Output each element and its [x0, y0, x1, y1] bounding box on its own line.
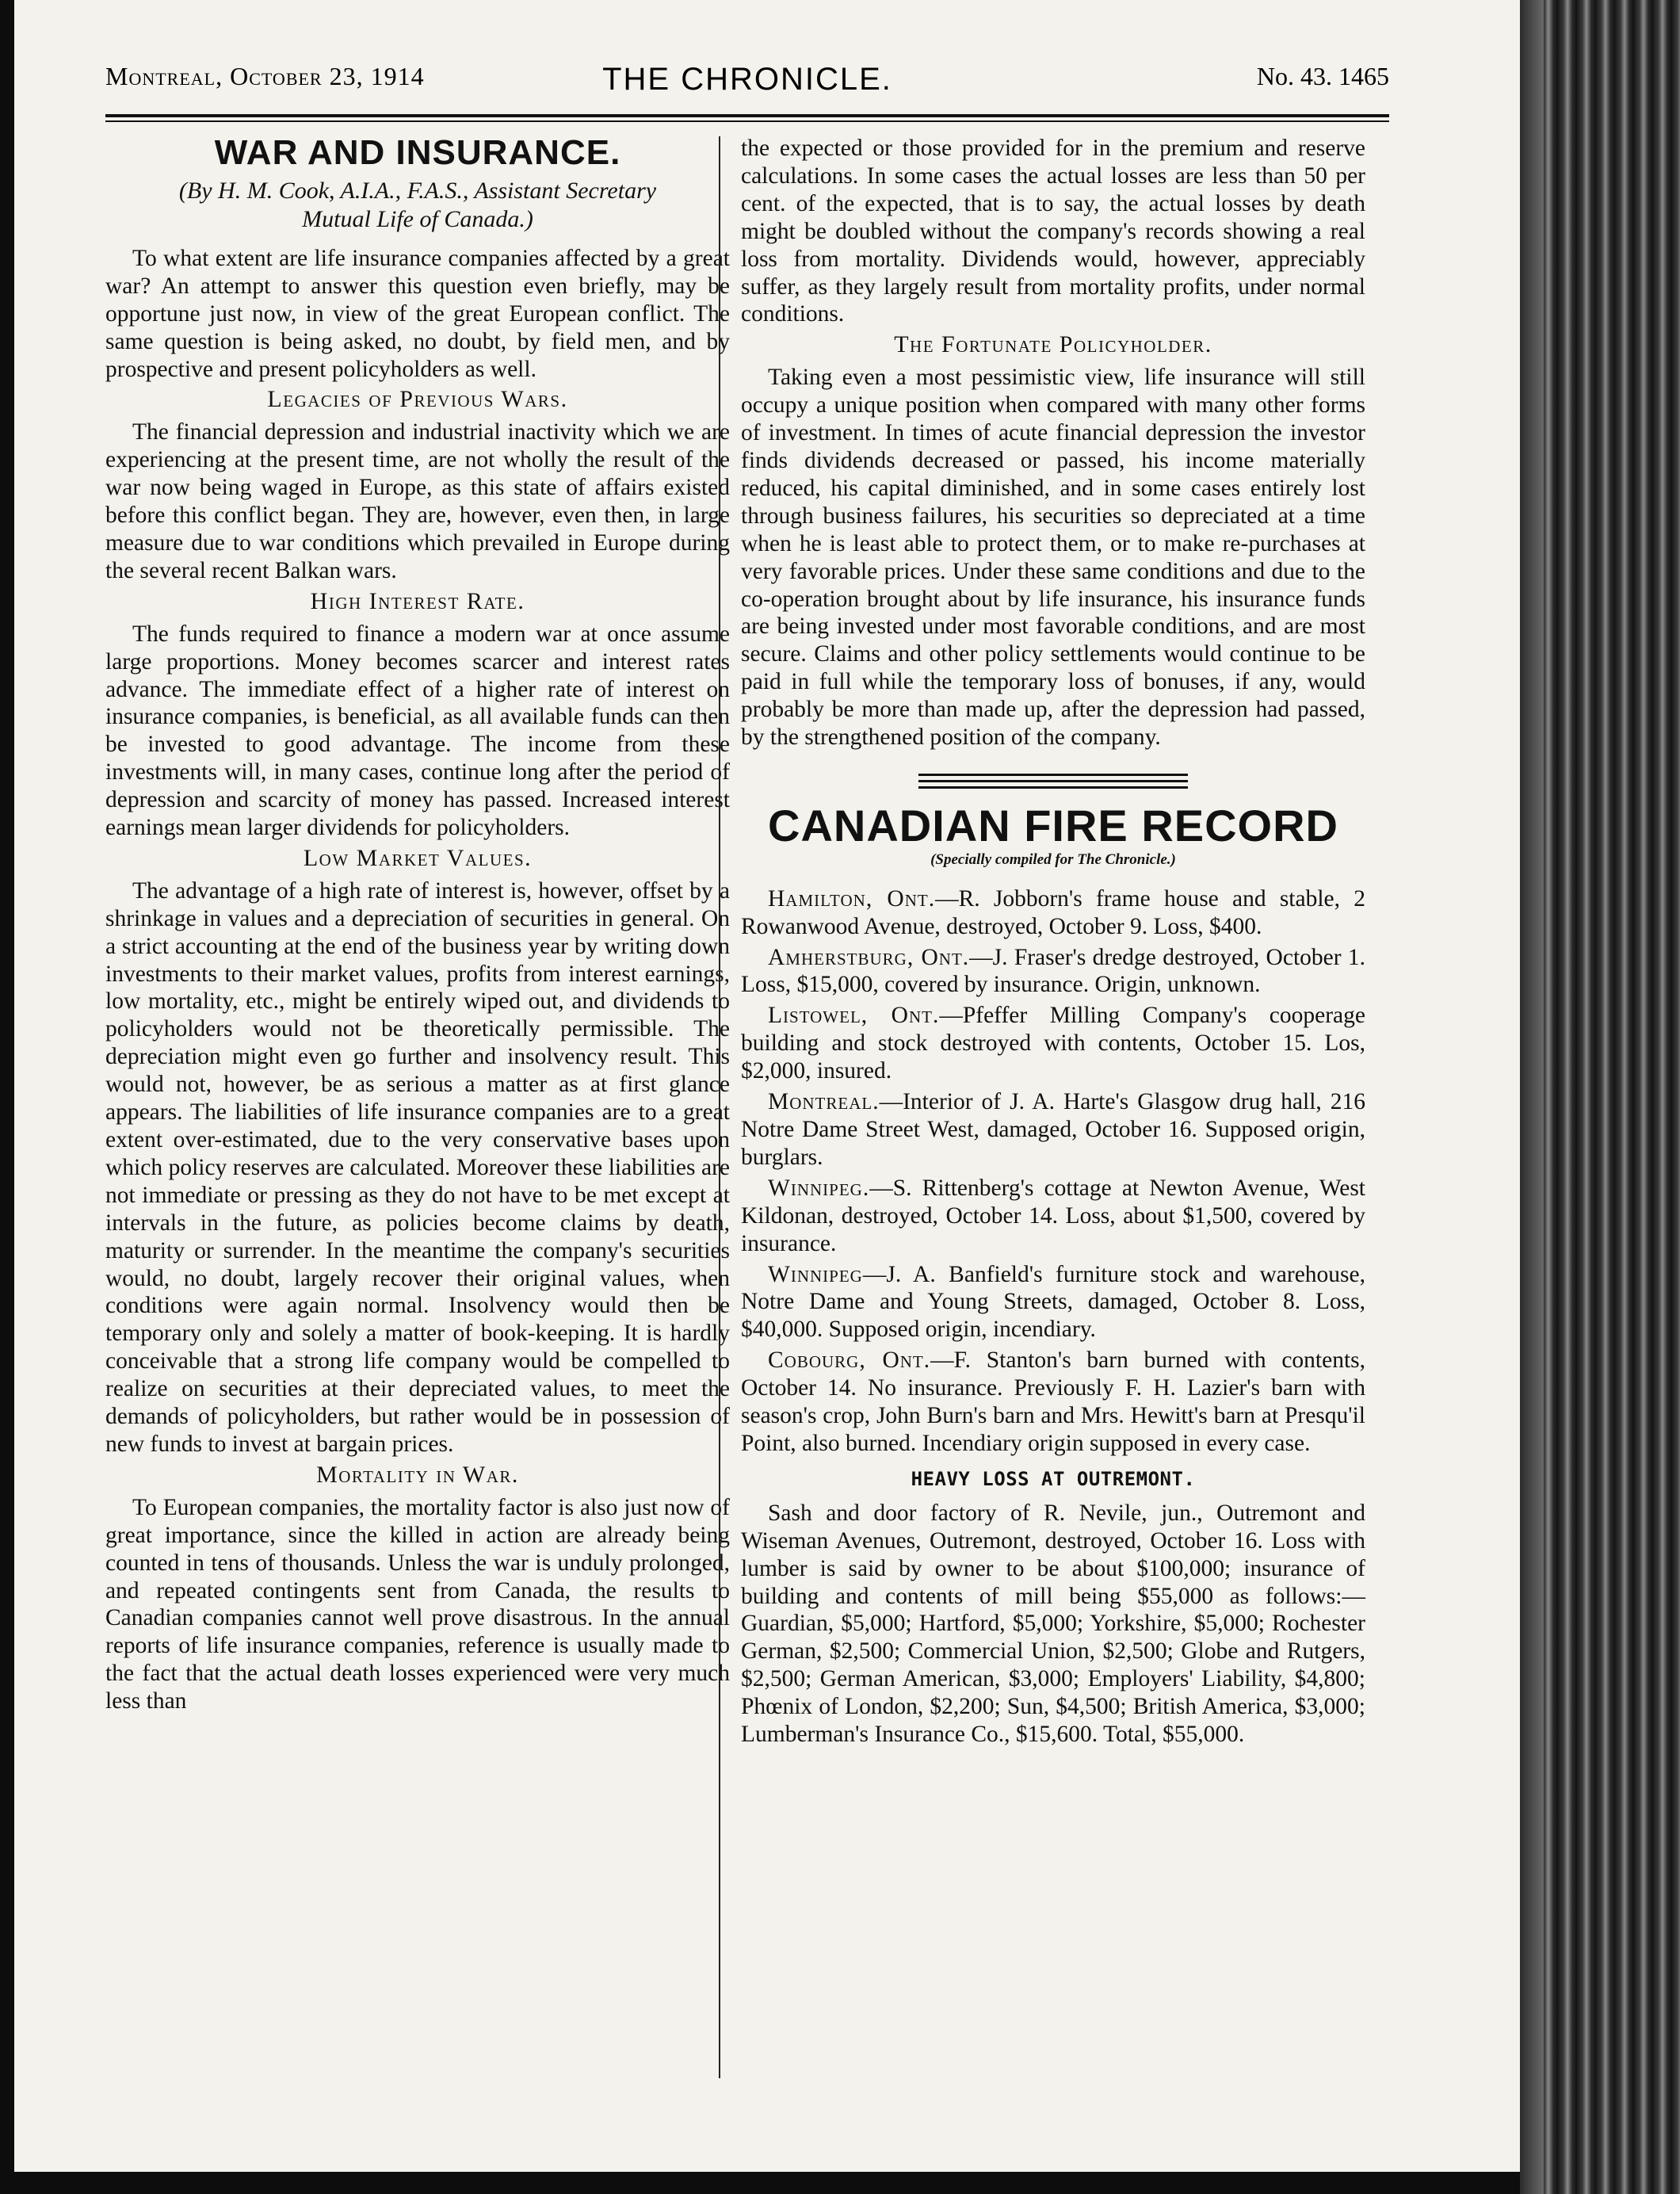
section-paragraph: To European companies, the mortality factor is also just now of great importance, since the killed in action are already being counted in tens of thousands. Unless the war is unduly prolonged, and repeated contingents sent from Canada, the results to Canadian companies cannot well prove disastrous. In the annual reports of life insurance companies, reference is usually made to the fact that the actual death losses experienced were very much less than [105, 1494, 730, 1714]
left-column [105, 135, 730, 1718]
fire-entry-place: Montreal. [768, 1089, 880, 1115]
section-heading: Mortality in War. [316, 1461, 519, 1488]
fire-entry-place: Winnipeg [768, 1261, 863, 1287]
heavy-loss-heading: HEAVY LOSS AT OUTREMONT. [911, 1467, 1196, 1490]
article-continuation: the expected or those provided for in the premium and reserve calculations. In some cases the actual losses are less than 50 per cent. of the expected, that is to say, the actual losses by death might be doubled without the company's records showing a real loss from mortality. Dividends would, however, appreciably suffer, as they largely result from mortality profits, under normal conditions. [741, 136, 1365, 327]
article-intro: To what extent are life insurance companies affected by a great war? An attempt to answer this question even briefly, may be opportune just now, in view of the great European conflict. The same question is being asked, no doubt, by field men, and by prospective and present policyholders as well. [105, 245, 730, 382]
fire-entry [741, 1347, 1365, 1458]
fire-entry-place: Winnipeg. [768, 1175, 870, 1201]
article-title: WAR AND INSURANCE. [214, 133, 621, 172]
header-rule-thin [105, 120, 1389, 122]
fire-entry [741, 885, 1365, 941]
fire-entry-text: —J. Fraser's dredge destroyed, October 1. Loss, $15,000, covered by insurance. Origin, unknown. [741, 944, 1365, 998]
fire-record-subtitle: (Specially compiled for The Chronicle.) [930, 850, 1176, 868]
fire-entry [741, 1002, 1365, 1085]
section-paragraph: The advantage of a high rate of interest is, however, offset by a shrinkage in values and a depreciation of securities in general. On a strict accounting at the end of the business year by writing down investments to their market values, profits from interest earnings, low mortality, etc., might be entirely wiped out, and dividends to policyholders would not be theoretically permissible. The depreciation might even go further and insolvency result. This would not, however, be as serious a matter as at first glance appears. The liabilities of life insurance companies are to a great extent over-estimated, due to the very conservative bases upon which policy reserves are calculated. Moreover these liabilities are not immediate or pressing as they do not have to be met except at intervals in the future, as policies become claims by death, maturity or surrender. In the meantime the company's securities would, no doubt, largely recover their original values, when conditions were again normal. Insolvency would then be temporary only and solely a matter of book-keeping. It is hardly conceivable that a strong life company would be compelled to realize on securities at their depreciated values, to meet the demands of policyholders, but rather would be in possession of new funds to invest at bargain prices. [105, 877, 730, 1457]
heavy-loss-paragraph: Sash and door factory of R. Nevile, jun., Outremont and Wiseman Avenues, Outremont, destroyed, October 16. Loss with lumber is said by owner to be about $100,000; insurance of building and contents of mill being $55,000 as follows:—Guardian, $5,000; Hartford, $5,000; Yorkshire, $5,000; Rochester German, $2,500; Commercial Union, $2,500; Globe and Rutgers, $2,500; German American, $3,000; Employers' Liability, $4,800; Phœnix of London, $2,200; Sun, $4,500; British America, $3,000; Lumberman's Insurance Co., $15,600. Total, $55,000. [741, 1500, 1365, 1748]
fire-entry-place: Cobourg, Ont. [768, 1347, 931, 1374]
fire-entry-text: —Pfeffer Milling Company's cooperage building and stock destroyed with contents, October 15. Los, $2,000, insured. [741, 1003, 1365, 1084]
section-heading: Low Market Values. [303, 844, 533, 871]
section-paragraph: The financial depression and industrial inactivity which we are experiencing at the present time, are not wholly the result of the war now being waged in Europe, as this state of affairs existed before this conflict began. They are, however, even then, in large measure due to war conditions which prevailed in Europe during the several recent Balkan wars. [105, 419, 730, 583]
fire-entry [741, 1088, 1365, 1172]
section-separator [918, 774, 1188, 789]
section-heading: The Fortunate Policyholder. [894, 331, 1212, 358]
header-masthead: THE CHRONICLE. [602, 62, 892, 97]
column-divider [719, 136, 720, 2078]
fire-entry-text: —F. Stanton's barn burned with contents, October 14. No insurance. Previously F. H. Lazier's barn with season's crop, John Burn's barn and Mrs. Hewitt's barn at Presqu'il Point, also burned. Incendiary origin supposed in every case. [741, 1347, 1366, 1456]
section-heading: Legacies of Previous Wars. [267, 386, 568, 413]
fire-entry-place: Hamilton, Ont. [768, 885, 936, 912]
byline-line-1: (By H. M. Cook, A.I.A., F.A.S., Assistant Secretary [178, 177, 657, 204]
section-paragraph: The funds required to finance a modern war at once assume large proportions. Money becomes scarcer and interest rates advance. The immediate effect of a higher rate of interest on insurance companies, is beneficial, as all available funds can then be invested to good advantage. The income from these investments will, in many cases, continue long after the period of depression and scarcity of money has passed. Increased interest earnings mean larger dividends for policyholders. [105, 621, 730, 841]
fire-record-title: CANADIAN FIRE RECORD [768, 800, 1338, 850]
page-header [105, 62, 1389, 109]
newspaper-page [14, 0, 1520, 2172]
fire-entry-place: Amherstburg, Ont. [768, 944, 970, 970]
header-rule [105, 114, 1389, 117]
fire-entry [741, 1175, 1365, 1258]
header-dateline: Montreal, October 23, 1914 [105, 62, 425, 90]
header-issue-page: No. 43. 1465 [1256, 62, 1389, 90]
section-paragraph: Taking even a most pessimistic view, life insurance will still occupy a unique position when compared with many other forms of investment. In times of acute financial depression the investor finds dividends decreased or passed, his income materially reduced, his capital diminished, and in some cases entirely lost through business failures, his securities so depreciated at a time when he is least able to protect them, or to make re-purchases at very favorable prices. Under these same conditions and due to the co-operation brought about by life insurance, his insurance funds are being invested under most favorable conditions, and are most secure. Claims and other policy settlements would continue to be paid in full while the temporary loss of bonuses, if any, would probably be more than made up, after the depression had passed, by the strengthened position of the company. [741, 365, 1365, 751]
fire-entry [741, 1261, 1365, 1344]
book-binding-edge [1520, 0, 1680, 2194]
article-byline [105, 177, 730, 234]
section-heading: High Interest Rate. [310, 587, 525, 614]
fire-entry-text: —S. Rittenberg's cottage at Newton Avenue, West Kildonan, destroyed, October 14. Loss, about $1,500, covered by insurance. [741, 1175, 1365, 1256]
right-column [741, 135, 1365, 1752]
byline-line-2: Mutual Life of Canada.) [302, 205, 533, 232]
fire-entry-text: —Interior of J. A. Harte's Glasgow drug hall, 216 Notre Dame Street West, damaged, October 16. Supposed origin, burglars. [741, 1089, 1365, 1170]
fire-entry-text: —R. Jobborn's frame house and stable, 2 Rowanwood Avenue, destroyed, October 9. Loss, $400. [741, 885, 1365, 939]
fire-entry [741, 944, 1365, 1000]
fire-entry-text: —J. A. Banfield's furniture stock and warehouse, Notre Dame and Young Streets, damaged, October 8. Loss, $40,000. Supposed origin, incendiary. [741, 1261, 1365, 1343]
fire-entry-place: Listowel, Ont. [768, 1003, 940, 1029]
